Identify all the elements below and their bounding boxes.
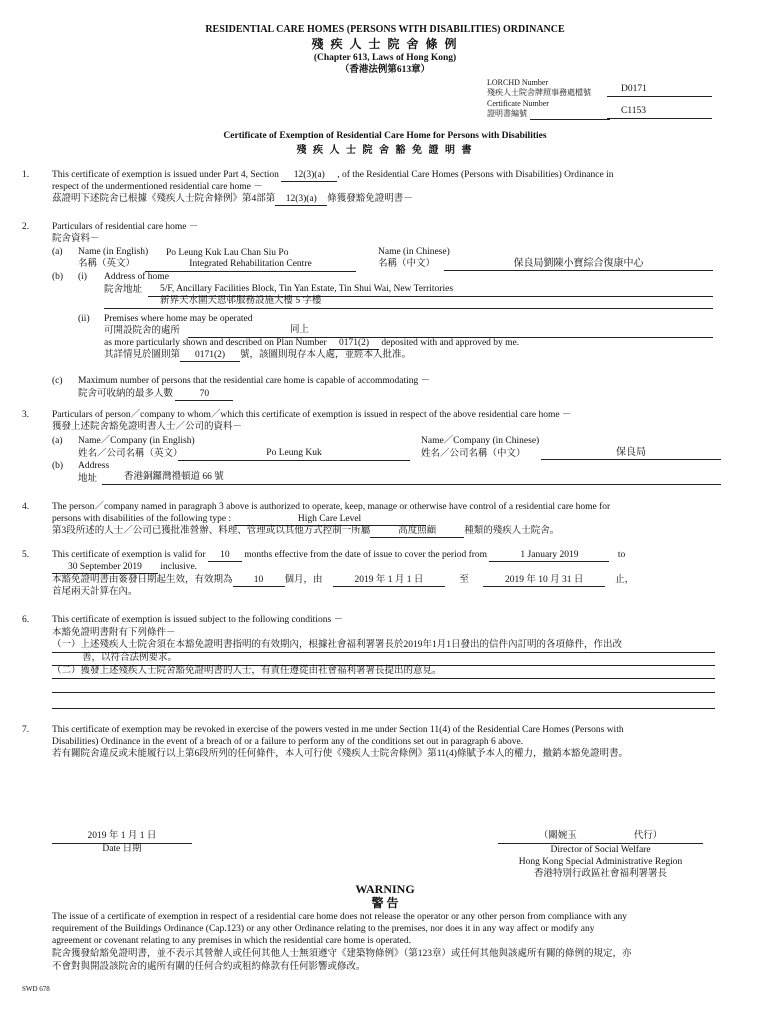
- warning-en-line3: agreement or covenant relating to any premises in which the residential care home is operated.: [52, 936, 412, 946]
- operator-address-label-zh: 地址: [78, 474, 98, 484]
- operator-address-label-en: Address: [78, 461, 110, 471]
- premises-label-zh: 可開設院舍的處所: [104, 326, 181, 336]
- valid-to-date: 30 September 2019: [52, 563, 158, 574]
- home-name-en-label: Name (in English): [78, 247, 149, 257]
- section-7-line1: This certificate of exemption may be revoked in exercise of the powers vested in me under Section 11(4) of the Residential Care Homes (Persons with: [52, 725, 624, 735]
- section-5-zh-line2: 首尾兩天計算在內。: [52, 587, 138, 597]
- lorchd-label-zh: 殘疾人士院舍牌照事務處檔號: [487, 88, 591, 97]
- section-5-zh: 本豁免證明書由簽發日期起生效，有效期為 10 個月，由 2019 年 1 月 1 日 至 2019 年 10 月 31 日 止，: [52, 575, 635, 585]
- warning-title-en: WARNING: [355, 882, 415, 896]
- ordinance-title-zh: 殘 疾 人 士 院 舍 條 例: [311, 37, 459, 51]
- issue-date-label: Date 日期: [102, 844, 142, 854]
- section-5-line1: This certificate of exemption is valid for 10 months effective from the date of issue to cover the period from 1 January 2019 to: [52, 550, 626, 560]
- valid-from-date: 1 January 2019: [489, 551, 609, 562]
- item-b-i-marker: (i): [78, 272, 87, 282]
- plan-line-en: as more particularly shown and described on Plan Number 0171(2) deposited with and approved by me.: [104, 338, 520, 348]
- section-5-line2: 30 September 2019 inclusive.: [52, 562, 197, 574]
- condition-blank-line-1: [52, 692, 715, 693]
- section-1-line1: This certificate of exemption is issued under Part 4, Section 12(3)(a) , of the Residential Care Homes (Persons with Disabilities) Ordinance in: [52, 170, 614, 180]
- item-b-ii-marker: (ii): [78, 314, 90, 324]
- section-1-zh: 茲證明下述院舍已根據《殘疾人士院舍條例》第4部第 12(3)(a) 條獲發豁免證明書－: [52, 194, 413, 204]
- section-2-heading-en: Particulars of residential care home －: [52, 222, 199, 232]
- section-1-number: 1.: [22, 170, 30, 180]
- section-7-zh: 若有關院舍違反或未能履行以上第6段所列的任何條件，本人可行使《殘疾人士院舍條例》第11(4)條賦予本人的權力，撤銷本豁免證明書。: [52, 749, 628, 759]
- address-en-value: 5/F, Ancillary Facilities Block, Tin Yan Estate, Tin Shui Wai, New Territories: [148, 284, 713, 297]
- chapter-zh: （香港法例第613章）: [339, 65, 431, 75]
- premises-label-en: Premises where home may be operated: [104, 314, 253, 324]
- section-3-number: 3.: [22, 410, 30, 420]
- certificate-title-en: Certificate of Exemption of Residential Care Home for Persons with Disabilities: [223, 131, 547, 141]
- validity-months: 10: [208, 551, 242, 562]
- max-capacity-value: 70: [175, 390, 233, 401]
- plan-line-zh: 其詳情見於圖則第 0171(2) 號，該圖則現存本人處，並經本人批准。: [104, 350, 412, 360]
- section-1-line2: respect of the undermentioned residential care home －: [52, 182, 263, 192]
- section-6-heading-en: This certificate of exemption is issued subject to the following conditions －: [52, 615, 344, 625]
- section-1-section-ref: 12(3)(a): [281, 171, 337, 182]
- signer-title-zh: 香港特別行政區社會福利署署長: [533, 869, 667, 879]
- certificate-title-zh: 殘 疾 人 士 院 舍 豁 免 證 明 書: [296, 145, 474, 156]
- item-a-marker: (a): [52, 247, 63, 257]
- warning-en-line2: requirement of the Buildings Ordinance (Cap.123) or any other Ordinance relating to the premises, nor does it in any way affect or modify any: [52, 924, 595, 934]
- home-type-en: High Care Level: [234, 515, 426, 526]
- plan-number: 0171(2): [329, 339, 379, 350]
- form-code: SWD 678: [22, 985, 50, 993]
- condition-1-line2: 善，以符合法例要求。: [52, 653, 715, 666]
- operator-name-en-label-en: Name／Company (in English): [78, 436, 195, 446]
- operator-address-value: 香港銅鑼灣禮頓道 66 號: [102, 472, 721, 485]
- s3-item-a-marker: (a): [52, 436, 63, 446]
- home-name-en-line2: Integrated Rehabilitation Centre: [145, 259, 356, 272]
- lorchd-label-en: LORCHD Number: [487, 78, 549, 87]
- cert-label-en: Certificate Number: [487, 99, 549, 108]
- signer-name: （關婉玉 代行）: [498, 831, 703, 844]
- section-6-number: 6.: [22, 615, 30, 625]
- section-4-line1: The person／company named in paragraph 3 above is authorized to operate, keep, manage or otherwise have control of a residential care home for: [52, 502, 611, 512]
- warning-title-zh: 警 告: [371, 896, 399, 910]
- warning-zh-line2: 不會對與開設該院舍的處所有關的任何合約或租約條款有任何影響或修改。: [52, 962, 366, 972]
- premises-value: 同上: [188, 325, 713, 338]
- certificate-number: C1153: [607, 106, 712, 119]
- section-4-number: 4.: [22, 502, 30, 512]
- section-6-heading-zh: 本豁免證明書附有下列條件－: [52, 628, 176, 638]
- address-label-en: Address of home: [104, 272, 169, 282]
- operator-name-en-label-zh: 姓名／公司名稱（英文）: [78, 449, 183, 459]
- section-3-heading-en: Particulars of person／company to whom／which this certificate of exemption is issued in respect of the above residential care home －: [52, 410, 572, 420]
- condition-2: （二）獲發上述殘疾人士院舍豁免證明書的人士，有責任遵從由社會福利署署長提出的意見。: [52, 666, 715, 679]
- section-7-line2: Disabilities) Ordinance in the event of a breach of or a failure to perform any of the conditions set out in paragraph 6 above.: [52, 737, 524, 747]
- section-4-line2: persons with disabilities of the following type : High Care Level: [52, 514, 426, 526]
- home-type-zh: 高度照顧: [370, 527, 464, 538]
- home-name-zh-value: 保良局劉陳小寶綜合復康中心: [444, 258, 713, 271]
- chapter-en: (Chapter 613, Laws of Hong Kong): [313, 53, 457, 63]
- section-7-number: 7.: [22, 725, 30, 735]
- operator-name-en-value: Po Leung Kuk: [178, 448, 410, 461]
- warning-zh-line1: 院舍獲發給豁免證明書，並不表示其營辦人或任何其他人士無須遵守《建築物條例》（第123章）或任何其他與該處所有關的條例的規定，亦: [52, 949, 632, 959]
- address-label-zh: 院舍地址: [104, 285, 143, 295]
- operator-name-zh-label-en: Name／Company (in Chinese): [421, 436, 540, 446]
- home-name-zh-label-zh: 名稱（中文）: [378, 259, 436, 269]
- ordinance-title-en: RESIDENTIAL CARE HOMES (PERSONS WITH DISABILITIES) ORDINANCE: [205, 24, 565, 35]
- operator-name-zh-value: 保良局: [541, 447, 721, 460]
- address-zh-value: 新界天水圍天恩邨服務設施大樓 5 字樓: [104, 296, 713, 309]
- max-capacity-label-zh: 院舍可收納的最多人數 70: [78, 389, 233, 401]
- section-4-zh: 第3段所述的人士／公司已獲批准營辦、料理、管理或以其他方式控制一所屬 高度照顧 種類的殘疾人士院舍。: [52, 526, 560, 536]
- signer-region-en: Hong Kong Special Administrative Region: [518, 857, 683, 867]
- item-c-marker: (c): [52, 376, 63, 386]
- condition-blank-line-2: [52, 708, 715, 709]
- lorchd-number: D0171: [607, 84, 712, 97]
- signer-title-en: Director of Social Welfare: [550, 845, 651, 855]
- s3-item-b-marker: (b): [52, 461, 64, 471]
- section-3-heading-zh: 獲發上述院舍豁免證明書人士／公司的資料－: [52, 422, 243, 432]
- operator-name-zh-label-zh: 姓名／公司名稱（中文）: [421, 449, 526, 459]
- max-capacity-label-en: Maximum number of persons that the residential care home is capable of accommodating －: [78, 376, 431, 386]
- cert-label-zh: 證明書編號: [487, 109, 527, 118]
- home-name-en-line1: Po Leung Kuk Lau Chan Siu Po: [166, 248, 289, 258]
- issue-date-value: 2019 年 1 月 1 日: [52, 831, 192, 844]
- home-name-en-label-zh: 名稱（英文）: [78, 259, 136, 269]
- home-name-zh-label-en: Name (in Chinese): [378, 247, 450, 257]
- condition-1-line1: （一）上述殘疾人士院舍須在本豁免證明書指明的有效期內，根據社會福利署署長於2019年1月1日發出的信件內訂明的各項條件，作出改: [52, 640, 715, 653]
- warning-en-line1: The issue of a certificate of exemption in respect of a residential care home does not release the operator or any other person from compliance with any: [52, 912, 628, 922]
- section-2-number: 2.: [22, 222, 30, 232]
- item-b-marker: (b): [52, 272, 64, 282]
- section-5-number: 5.: [22, 550, 30, 560]
- section-2-heading-zh: 院舍資料－: [52, 234, 100, 244]
